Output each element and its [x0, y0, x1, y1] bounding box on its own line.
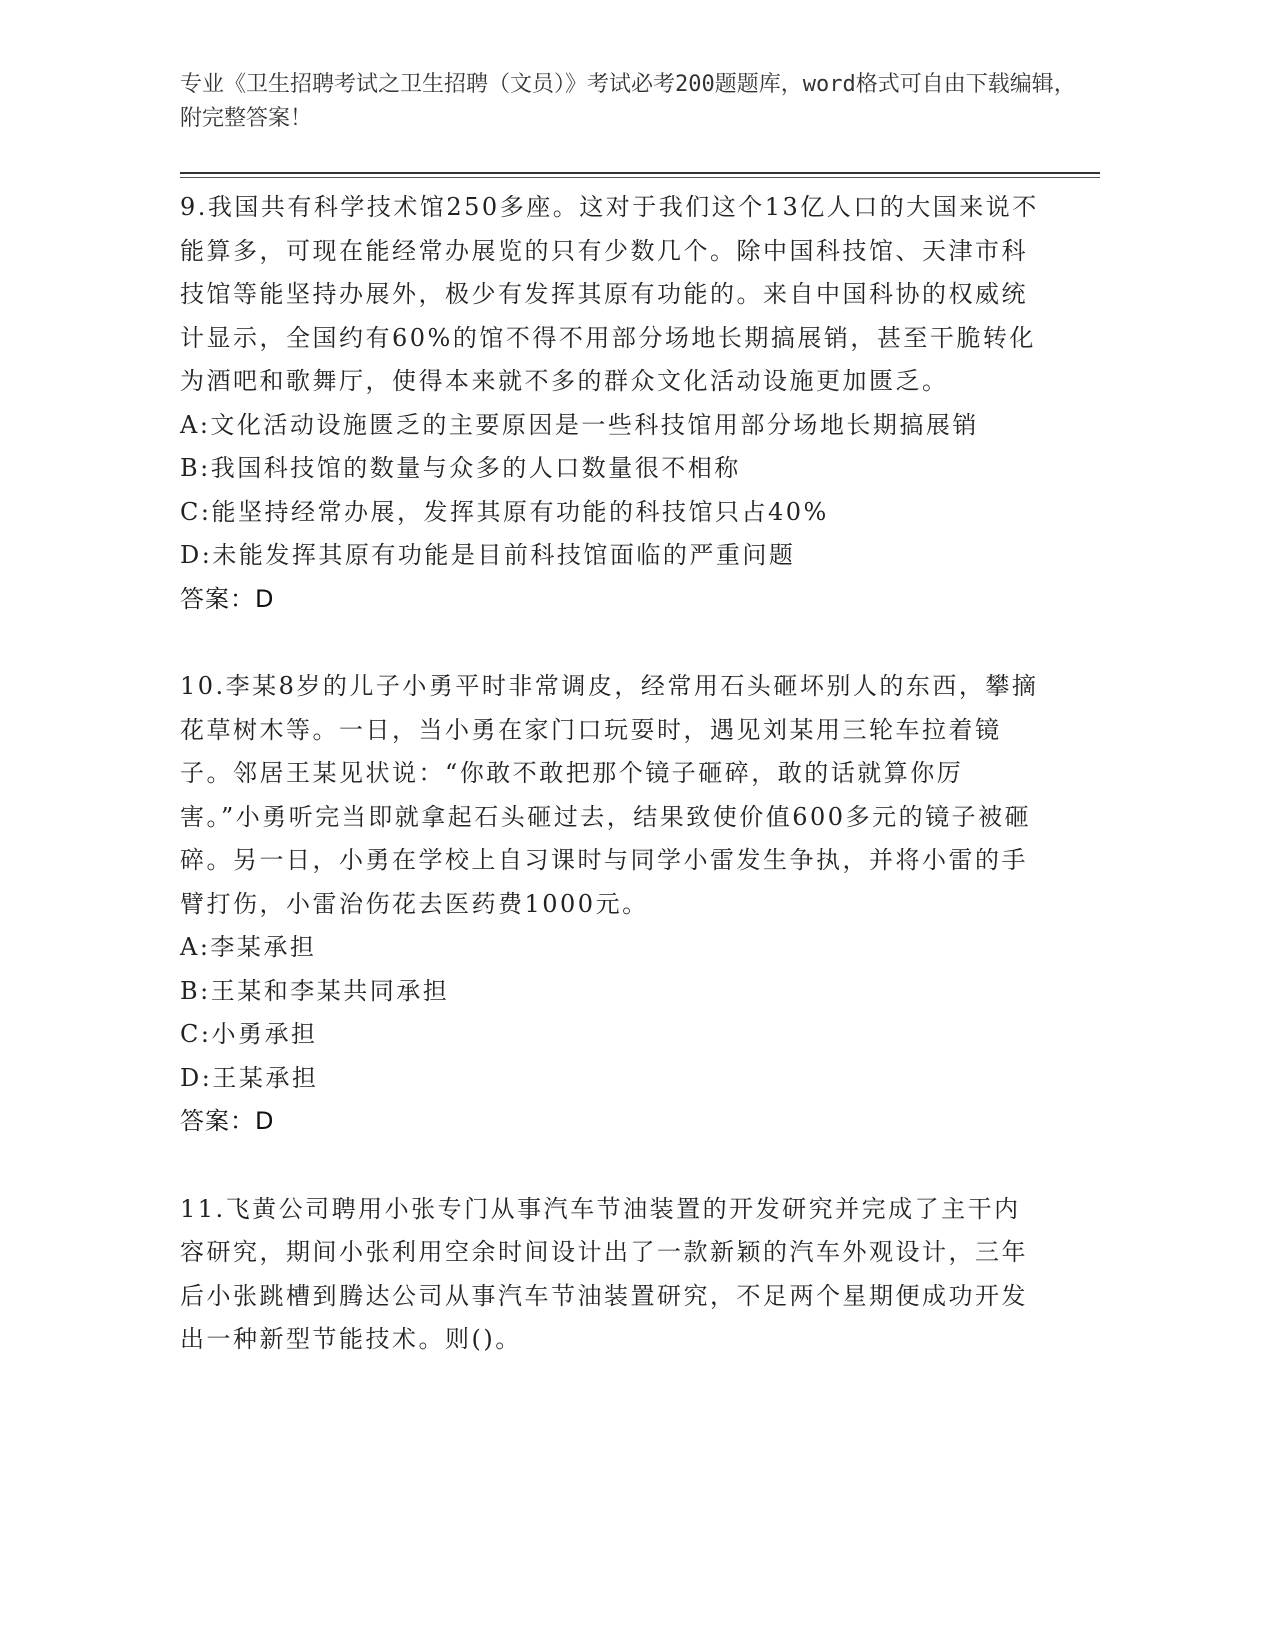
option-a: A:文化活动设施匮乏的主要原因是一些科技馆用部分场地长期搞展销 — [180, 410, 979, 439]
question-10 — [180, 665, 1040, 1144]
question-stem: 9.我国共有科学技术馆250多座。这对于我们这个13亿人口的大国来说不能算多，可现在能经常办展览的只有少数几个。除中国科技馆、天津市科技馆等能坚持办展外，极少有发挥其原有功能的。来自中国科协的权威统计显示，全国约有60%的馆不得不用部分场地长期搞展销，甚至干脆转化为酒吧和歌舞厅，使得本来就不多的群众文化活动设施更加匮乏。 — [180, 193, 1039, 395]
answer: 答案：D — [180, 584, 275, 613]
option-b: B:王某和李某共同承担 — [180, 976, 450, 1005]
document-header — [180, 68, 1080, 136]
header-rule-thick — [180, 172, 1100, 174]
option-a: A:李某承担 — [180, 933, 317, 961]
option-c: C:能坚持经常办展，发挥其原有功能的科技馆只占40% — [180, 497, 829, 526]
question-list — [180, 186, 1040, 1406]
answer: 答案：D — [180, 1107, 275, 1135]
header-text: 专业《卫生招聘考试之卫生招聘（文员）》考试必考200题题库，word格式可自由下载编辑，附完整答案！ — [180, 72, 1076, 131]
option-b: B:我国科技馆的数量与众多的人口数量很不相称 — [180, 454, 741, 482]
question-stem: 11.飞黄公司聘用小张专门从事汽车节油装置的开发研究并完成了主干内容研究，期间小张利用空余时间设计出了一款新颖的汽车外观设计，三年后小张跳槽到腾达公司从事汽车节油装置研究，不足两个星期便成功开发出一种新型节能技术。则()。 — [180, 1194, 1028, 1353]
question-stem: 10.李某8岁的儿子小勇平时非常调皮，经常用石头砸坏别人的东西，攀摘花草树木等。一日，当小勇在家门口玩耍时，遇见刘某用三轮车拉着镜子。邻居王某见状说：“你敢不敢把那个镜子砸碎，敢的话就算你厉害。”小勇听完当即就拿起石头砸过去，结果致使价值600多元的镜子被砸碎。另一日，小勇在学校上自习课时与同学小雷发生争执，并将小雷的手臂打伤，小雷治伤花去医药费1000元。 — [180, 672, 1039, 918]
question-11 — [180, 1188, 1040, 1362]
option-d: D:未能发挥其原有功能是目前科技馆面临的严重问题 — [180, 541, 796, 569]
header-rule-thin — [180, 177, 1100, 178]
option-c: C:小勇承担 — [180, 1020, 318, 1048]
question-9 — [180, 186, 1040, 621]
option-d: D:王某承担 — [180, 1063, 319, 1092]
